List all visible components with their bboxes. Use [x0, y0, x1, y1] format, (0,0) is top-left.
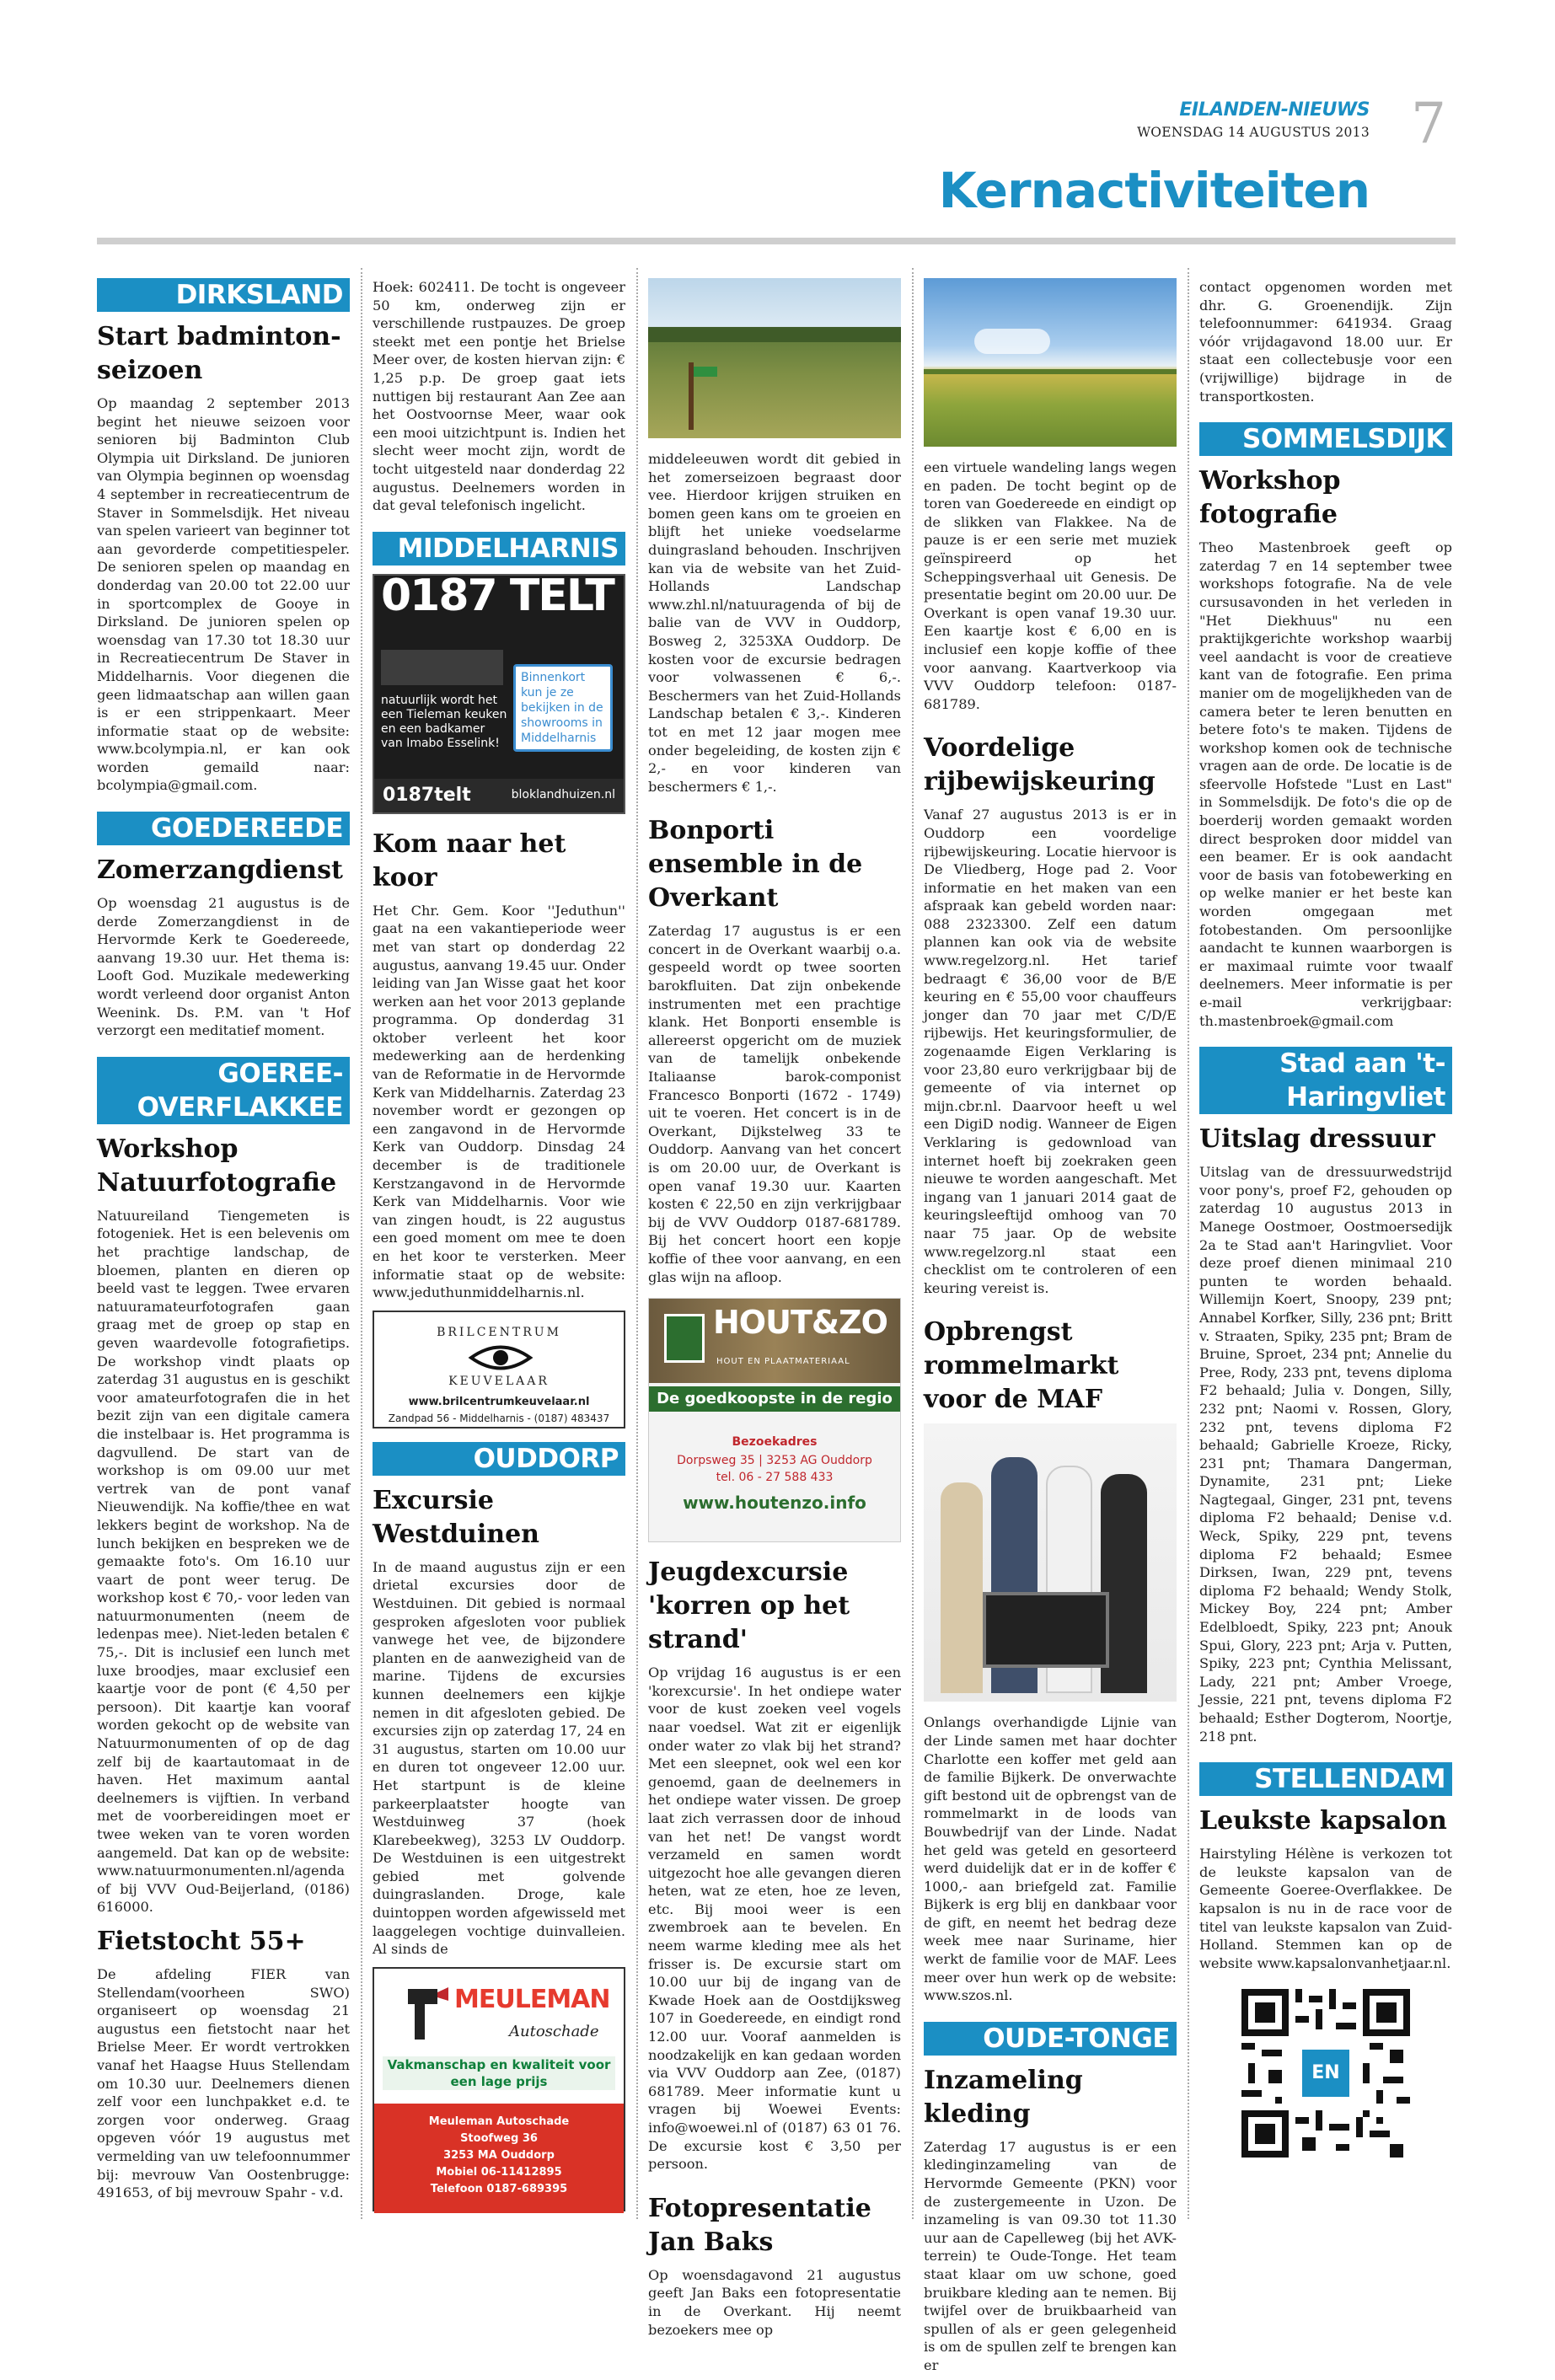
ad-telt-text: natuurlijk wordt het een Tieleman keuken en een badkamer van Imabo Esselink!: [381, 693, 507, 750]
article-body-dressuur: Uitslag van de dressuurwedstrijd voor pony's, proef F2, gehouden op zaterdag 10 augustus 2013 in Manege Oostmoer, Oostmoersedijk 2a te Stad aan't Haringvliet. Voor deze proef dienen minimaal 210 punten te worden behaald. Willemijn Koert, Snoopy, 239 pnt; Annabel Korfker, Silly, 236 pnt; Britt v. Straaten, Spiky, 235 pnt; Bram de Bruine, Sproet, 234 pnt; Annelie du Pree, Rody, 233 pnt, tevens diploma F2 behaald; Julia v. Dongen, Silly, 232 pnt; Naomi v. Rossen, Glory, 232 pnt, tevens diploma F2 behaald; Gabrielle Kroeze, Ricky, 231 pnt; Thamara Dangerman, Dynamite, 231 pnt; Lieke Nagtegaal, Ginger, 231 pnt, tevens diploma F2 behaald; Denise v.d. Weck, Spiky, 229 pnt, tevens diploma F2 behaald; Esmee Dirksen, Iwan, 229 pnt, tevens diploma F2 behaald; Wendy Stolk, Mickey Boy, 224 pnt; Amber Edelbloedt, Spiky, 223 pnt; Anouk Spui, Glory, 223 pnt; Arja v. Putten, Spiky, 223 pnt; Cynthia Melissant, Lady, 221 pnt; Amber Vroege, Jessie, 221 pnt, tevens diploma F2 behaald; Esther Dogterom, Noortje, 218 pnt.: [1199, 1164, 1452, 1745]
article-body-westduinen: In de maand augustus zijn er een drietal excursies door de Westduinen. Dit gebied is normaal gesproken afgesloten voor publiek vanwege het vee, de bijzondere planten en de aanwezigheid van de marine. Tijdens de excursies kunnen deelnemers een kijkje nemen in dit afgesloten gebied. De excursies zijn op zaterdag 17, 24 en 31 augustus, starten om 10.00 uur en duren tot ongeveer 12.00 uur. Het startpunt is de kleine parkeerplaatster hoogte van Westduinweg 37 (hoek Klarebeekweg), 3253 LV Ouddorp. De Westduinen is een uitgestrekt gebied met golvende duingraslanden. Droge, kale duintoppen worden afgewisseld met laaggelegen vochtige duinvalleien. Al sinds de: [373, 1558, 625, 1958]
article-body-jeugdexcursie: Op vrijdag 16 augustus is er een 'korexcursie'. In het ondiepe water voor de kust zoeken veel vogels naar voedsel. Wat zit er eigenlijk onder water zo vlak bij het strand? Met een sleepnet, ook wel een kor genoemd, gaan de deelnemers in het ondiepe water vissen. De groep laat zich verrassen door de inhoud van het net! De vangst wordt verzameld en samen wordt uitgezocht hoe alle gevangen dieren heten, wat ze eten, hoe ze leven, etc. Bij mooi weer is een zwembroek aan te bevelen. En neem warme kleding mee als het frisser is. De excursie start om 10.00 uur bij de ingang van de Kwade Hoek aan de Oostdijksweg 107 in Goedereede, en eindigt rond 12.00 uur. Vooraf aanmelden is noodzakelijk en kan gedaan worden via VVV Ouddorp aan Zee, (0187) 681789. Meer informatie kunt u vragen bij Woewei Events: info@woewei.nl of (0187) 63 01 76. De excursie kost € 3,50 per persoon.: [648, 1664, 901, 2173]
ad-bril-url: www.brilcentrumkeuvelaar.nl: [408, 1395, 590, 1408]
suitcase-decoration: [983, 1592, 1109, 1668]
article-body-kapsalon: Hairstyling Hélène is verkozen tot de leukste kapsalon van de Gemeente Goeree-Overflakkee. De kapsalon is nu in de race voor de titel van leukste kapsalon van Zuid-Holland. Stemmen kan op de website www.kapsalonvanhetjaar.nl.: [1199, 1846, 1452, 1971]
advertisement-meuleman[interactable]: [373, 1967, 625, 2211]
region-band-ouddorp: OUDDORP: [373, 1442, 625, 1476]
article-body-workshop-fotografie: Theo Mastenbroek geeft op zaterdag 7 en 14 september twee workshops fotografie. Na de vele cursusavonden in het verleden in "Het Diekhuus" nu een praktijkgerichte workshop waarbij veel aandacht is voor de creatieve kant van de fotografie. Een prima manier om de mogelijkheden van de camera beter te leren benutten en betere foto's te maken. Tijdens de workshop komen ook de technische vragen aan de orde. De locatie is de sfeervolle Hofstede "Lust en Last" in Sommelsdijk. De foto's die op de boerderij worden gemaakt worden direct besproken door middel van een beamer. Er is ook aandacht voor de basis van fotobewerking en op welke manier er het beste kan worden omgegaan met fotobestanden. Om persoonlijke aandacht te kunnen waarborgen is er maximaal ruimte voor twaalf deelnemers. Meer informatie is per e-mail verkrijgbaar: th.mastenbroek@gmail.com: [1199, 539, 1452, 1029]
headline-inzameling-kleding: Inzameling kleding: [924, 2065, 1083, 2129]
headline-excursie-westduinen: Excursie Westduinen: [373, 1485, 539, 1549]
newspaper-brand: EILANDEN-NIEUWS: [1179, 99, 1370, 121]
ad-meul-line4: Mobiel 06-11412895: [436, 2165, 562, 2179]
column-divider: [1188, 268, 1189, 2219]
region-band-oude-tonge: OUDE-TONGE: [924, 2022, 1177, 2056]
article-body-inzameling-kleding: Zaterdag 17 augustus is er een kledinginzameling van de Hervormde Gemeente (PKN) voor de zustergemeente in Uzon. De inzameling is van 09.30 tot 11.30 uur aan de Capelleweg (bij het AVK-terrein) te Oude-Tonge. Het team staat klaar om uw schone, goed bruikbare kleding aan te nemen. Bij twijfel over de bruikbaarheid van spullen of als er geen gelegenheid is om de spullen zelf te brengen kan er: [924, 2138, 1177, 2373]
photo-westduinen-landscape: [648, 278, 901, 438]
article-body-fietstocht-continued: Hoek: 602411. De tocht is ongeveer 50 km, onderweg zijn er verschillende rustpauzes. De groep steekt met een pontje het Brielse Meer over, de kosten hiervan zijn: € 1,25 p.p. De groep gaat iets nuttigen bij restaurant Aan Zee aan het Oostvoornse Meer, waar ook een mooi uitzichtpunt is. Indien het slecht weer mocht zijn, wordt de tocht uitgesteld naar donderdag 22 augustus. Deelnemers worden in dat geval telefonisch ingelicht.: [373, 279, 625, 514]
region-band-goedereede: GOEDEREEDE: [97, 812, 350, 845]
column-divider: [912, 268, 914, 2219]
ad-hout-url: www.houtenzo.info: [683, 1493, 866, 1514]
ad-telt-title: 0187 TELT: [381, 570, 614, 621]
region-band-goeree-overflakkee: GOEREE-OVERFLAKKEE: [97, 1057, 350, 1124]
article-body-fotopresentatie-continued: een virtuele wandeling langs wegen en paden. De tocht begint op de toren van Goedereede en eindigt op de slikken van Flakkee. Na de pauze is er een serie met muziek geïnspireerd op het Scheppingsverhaal uit Genesis. De presentatie begint om 20.00 uur. De Overkant is open vanaf 19.30 uur. Een kaartje kost € 6,00 en is inclusief een kopje koffie of thee voor aanvang. Kaartverkoop via VVV Ouddorp telefoon: 0187-681789.: [924, 459, 1177, 712]
article-body-badminton: Op maandag 2 september 2013 begint het nieuwe seizoen voor senioren bij Badminton Club Olympia uit Dirksland. De junioren van Olympia beginnen op woensdag 4 september in recreatiecentrum de Staver in Sommelsdijk. Het niveau van spelen varieert van beginner tot aan gevorderde competitiespeler. De senioren spelen op maandag en donderdag van 20.00 tot 22.00 uur in sportcomplex de Gooye in Dirksland. De junioren spelen op woensdag van 17.30 tot 18.30 uur in Recreatiecentrum De Staver in Middelharnis. Voor diegenen die geen lidmaatschap aan willen gaan is er een strippenkaart. Meer informatie staat op de website: www.bcolympia.nl, er kan ook worden gemaild naar: bcolympia@gmail.com.: [97, 395, 350, 794]
ad-meul-line5: Telefoon 0187-689395: [430, 2182, 568, 2195]
headline-fotopresentatie: Fotopresentatie Jan Baks: [648, 2193, 871, 2257]
ad-hout-phone: tel. 06 - 27 588 433: [716, 1471, 834, 1485]
column-2: [373, 278, 625, 2225]
headline-badminton: Start badminton-seizoen: [97, 322, 341, 385]
headline-fietstocht: Fietstocht 55+: [97, 1926, 306, 1956]
region-band-middelharnis: MIDDELHARNIS: [373, 532, 625, 566]
headline-zomerzangdienst: Zomerzangdienst: [97, 855, 343, 886]
article-body-natuurfotografie: Natuureiland Tiengemeten is fotogeniek. Het is een belevenis om het prachtige landschap, de bloemen, planten en dieren op beeld vast te leggen. Twee ervaren natuuramateurfotografen gaan graag met de groep op stap en geven waardevolle fotografietips. De workshop vindt plaats op zaterdag 31 augustus en is geschikt voor amateurfotografen die in het bezit zijn van een digitale camera die instelbaar is. Het programma is dagvullend. De start van de workshop is om 09.00 uur met vertrek van de pont vanaf Nieuwendijk. Na koffie/thee en wat lekkers begint de workshop. Na de lunch bekijken en bespreken we de gemaakte foto's. Om 16.10 uur vaart de pont weer terug. De workshop kost € 70,- voor leden van natuurmonumenten (neem de ledenpas mee). Niet-leden betalen € 75,-. Dit is inclusief een lunch met luxe broodjes, maar exclusief een kaartje voor de pont (€ 4,50 per persoon). Dit kaartje kan vooraf worden gekocht op de website van Natuurmonumenten of op de dag zelf bij de kaartautomaat in de haven. Het maximum aantal deelnemers is vijftien. In verband met de voorbereidingen moet er twee weken van te voren worden aangemeld. Dat kan op de website: www.natuurmonumenten.nl/agenda of bij VVV Oud-Beijerland, (0186) 616000.: [97, 1207, 350, 1916]
ad-telt-footer-right: bloklandhuizen.nl: [511, 787, 615, 801]
header-rule: [97, 238, 1456, 244]
article-body-rijbewijskeuring: Vanaf 27 augustus 2013 is er in Ouddorp een voordelige rijbewijskeuring. Locatie hiervoor is De Vliedberg, Hoge pad 2. Voor informatie en het maken van een afspraak kan gebeld worden naar: 088 2323300. Zelf een datum plannen kan ook via de website www.regelzorg.nl. Het tarief bedraagt € 36,00 voor de B/E keuring en € 55,00 voor chauffeurs jonger dan 70 jaar met C/D/E rijbewijs. Het keuringsformulier, de zogenaamde Eigen Verklaring is voor 23,80 euro verkrijgbaar bij de gemeente of via internet op mijn.cbr.nl. Daarvoor heeft u wel een DigiD nodig. Wanneer de Eigen Verklaring is gedownload van internet hoeft bij zoekraken geen nieuwe te worden aangeschaft. Met ingang van 1 januari 2014 gaat de keuringsleeftijd omhoog van 70 naar 75 jaar. Op de website www.regelzorg.nl staat een checklist om te controleren of een keuring vereist is.: [924, 807, 1177, 1296]
ad-bril-logo-top: BRILCENTRUM: [437, 1325, 561, 1339]
issue-date: WOENSDAG 14 AUGUSTUS 2013: [1137, 125, 1370, 140]
region-band-sommelsdijk: SOMMELSDIJK: [1199, 422, 1452, 456]
tree-logo-icon: [664, 1314, 705, 1363]
headline-workshop-fotografie: Workshop fotografie: [1199, 466, 1341, 530]
ad-meul-line3: 3253 MA Ouddorp: [443, 2148, 555, 2162]
ad-hout-brand: HOUT&ZO: [713, 1304, 887, 1342]
region-band-dirksland: DIRKSLAND: [97, 278, 350, 312]
column-4: [924, 278, 1177, 2380]
headline-rommelmarkt: Opbrengst rommelmarkt voor de MAF: [924, 1317, 1119, 1415]
person-decoration: [941, 1482, 983, 1693]
ad-telt-footer-left: 0187telt: [383, 784, 471, 806]
headline-koor: Kom naar het koor: [373, 828, 566, 892]
photo-flakkee-fields: [924, 278, 1177, 447]
section-title: Kernactiviteiten: [938, 162, 1370, 219]
advertisement-brilcentrum[interactable]: [373, 1311, 625, 1429]
ad-telt-bubble: Binnenkort kun je ze bekijken in de showrooms in Middelharnis: [513, 664, 613, 752]
spray-gun-icon: [399, 1981, 450, 2048]
article-body-westduinen-continued: middeleeuwen wordt dit gebied in het zomerseizoen begraast door vee. Hierdoor krijgen struiken en bomen geen kans om te groeien en blijft het unieke voedselarme duingrasland behouden. Inschrijven kan via de website van het Zuid-Hollands Landschap www.zhl.nl/natuuragenda of bij de balie van de VVV in Ouddorp, Bosweg 2, 3253XA Ouddorp. De kosten voor de excursie bedragen voor volwassenen € 6,-. Beschermers van het Zuid-Hollands Landschap betalen € 3,-. Kinderen tot en met 12 jaar mogen mee onder begeleiding, de kosten zijn € 2,- en voor kinderen van beschermers € 1,-.: [648, 451, 901, 795]
column-1: [97, 278, 350, 2207]
ad-telt-decoration: [381, 650, 503, 685]
region-band-stellendam: STELLENDAM: [1199, 1762, 1452, 1796]
ad-hout-label: Bezoekadres: [732, 1435, 818, 1450]
article-body-fotopresentatie: Op woensdagavond 21 augustus geeft Jan Baks een fotopresentatie in de Overkant. Hij neemt bezoekers mee op: [648, 2266, 901, 2338]
region-band-stad-aan-t-haringvliet: Stad aan 't-Haringvliet: [1199, 1047, 1452, 1114]
article-body-zomerzangdienst: Op woensdag 21 augustus is de derde Zomerzangdienst in de Hervormde Kerk te Goedereede, aanvang 19.30 uur. Het thema is: Looft God. Muzikale medewerking wordt verleend door organist Anton Weenink. Ds. P.M. van 't Hof verzorgt een meditatief moment.: [97, 895, 350, 1039]
ad-bril-logo-bottom: KEUVELAAR: [448, 1374, 550, 1388]
article-body-rommelmarkt: Onlangs overhandigde Lijnie van der Linde samen met haar dochter Charlotte een koffer met geld aan de familie Bijkerk. De onverwachte gift bestond uit de opbrengst van de rommelmarkt in de loods van Bouwbedrijf van der Linde. Nadat het geld was geteld en gesorteerd werd duidelijk dat er in de koffer € 1000,- aan briefgeld zat. Familie Bijkerk is erg blij en dankbaar voor de gift, en neemt het bedrag deze week mee naar Suriname, hier werkt de familie voor de MAF. Lees meer over hun werk op de website: www.szos.nl.: [924, 1714, 1177, 2004]
qr-logo-label: EN: [1311, 2062, 1340, 2084]
ad-meul-line2: Stoofweg 36: [460, 2131, 538, 2145]
ad-meul-brand: MEULEMAN: [454, 1984, 610, 2014]
photo-family-maf: [924, 1423, 1177, 1702]
ad-hout-tag: De goedkoopste in de regio: [649, 1386, 900, 1412]
column-3: [648, 278, 901, 2344]
cloud-decoration: [974, 329, 1050, 354]
column-divider: [361, 268, 362, 2219]
ad-hout-sub: HOUT EN PLAATMATERIAAL: [716, 1357, 850, 1367]
article-body-fietstocht: De afdeling FIER van Stellendam(voorheen SWO) organiseert op woensdag 21 augustus een fietstocht naar het Brielse Meer. Er wordt vertrokken vanaf het Haagse Huus Stellendam om 10.30 uur. Deelnemers dienen zelf voor een lunchpakket e.d. te zorgen voor onderweg. Graag opgeven vóór 19 augustus met vermelding van uw telefoonnummer bij: mevrouw Van Oostenbrugge: 491653, of bij mevrouw Spahr - v.d.: [97, 1965, 350, 2201]
headline-rijbewijskeuring: Voordelige rijbewijskeuring: [924, 733, 1156, 797]
sign-decoration: [694, 367, 717, 377]
eye-icon: [467, 1341, 534, 1375]
headline-uitslag-dressuur: Uitslag dressuur: [1199, 1124, 1435, 1155]
article-body-kleding-continued: contact opgenomen worden met dhr. G. Groenendijk. Zijn telefoonnummer: 641934. Graag vóór vrijdagavond 18.00 uur. Er staat een collectebusje voor een (vrijwillige) bijdrage in de transportkosten.: [1199, 279, 1452, 405]
advertisement-0187-telt[interactable]: [373, 570, 625, 814]
advertisement-hout-en-zo[interactable]: [648, 1298, 901, 1542]
ad-meul-slogan: Vakmanschap en kwaliteit voor een lage prijs: [383, 2056, 615, 2090]
page-number: 7: [1411, 91, 1446, 156]
article-body-koor: Het Chr. Gem. Koor ''Jeduthun'' gaat na een vakantieperiode weer met van start op donderdag 22 augustus, aanvang 19.45 uur. Onder leiding van Jan Wisse gaat het koor werken aan het voor 2013 geplande programma. Op donderdag 31 oktober verleent het koor medewerking aan de herdenking van de Reformatie in de Hervormde Kerk van Middelharnis. Zaterdag 23 november wordt er gezongen op een zangavond in de Hervormde Kerk van Ouddorp. Dinsdag 24 december is de traditionele Kerstzangavond in de Hervormde Kerk van Middelharnis. Voor wie van zingen houdt, is 22 augustus een goed moment om mee te doen en het koor te versterken. Meer informatie staat op de website: www.jeduthunmiddelharnis.nl.: [373, 902, 625, 1301]
headline-workshop-natuurfotografie: Workshop Natuurfotografie: [97, 1134, 337, 1198]
article-body-bonporti: Zaterdag 17 augustus is er een concert in de Overkant waarbij o.a. gespeeld wordt op twee soorten barokfluiten. Dat zijn onbekende instrumenten met een prachtige klank. Het Bonporti ensemble is allereerst opgericht om de muziek van de tamelijk onbekende Italiaanse barok-componist Francesco Bonporti (1672 - 1749) uit te voeren. Het concert is in de Overkant, Dijkstelweg 33 te Ouddorp. Aanvang van het concert is om 20.00 uur, de Overkant is open vanaf 19.30 uur. Kaarten kosten € 22,50 en zijn verkrijgbaar bij de VVV Ouddorp 0187-681789. Bij het concert hoort een kopje koffie of thee voor aanvang, en een glas wijn na afloop.: [648, 923, 901, 1285]
ad-meul-line1: Meuleman Autoschade: [428, 2115, 570, 2128]
ad-bril-address: Zandpad 56 - Middelharnis - (0187) 483437: [388, 1412, 610, 1424]
headline-bonporti: Bonporti ensemble in de Overkant: [648, 816, 863, 914]
horizon-decoration: [924, 369, 1177, 374]
column-divider: [636, 268, 638, 2219]
treeline-decoration: [648, 327, 901, 342]
ad-meul-sub: Autoschade: [509, 2022, 599, 2040]
headline-jeugdexcursie: Jeugdexcursie 'korren op het strand': [648, 1557, 850, 1655]
qr-code[interactable]: [1241, 1989, 1410, 2158]
headline-leukste-kapsalon: Leukste kapsalon: [1199, 1806, 1447, 1836]
ad-hout-address: Dorpsweg 35 | 3253 AG Ouddorp: [677, 1454, 872, 1468]
column-5: [1199, 278, 1452, 2158]
